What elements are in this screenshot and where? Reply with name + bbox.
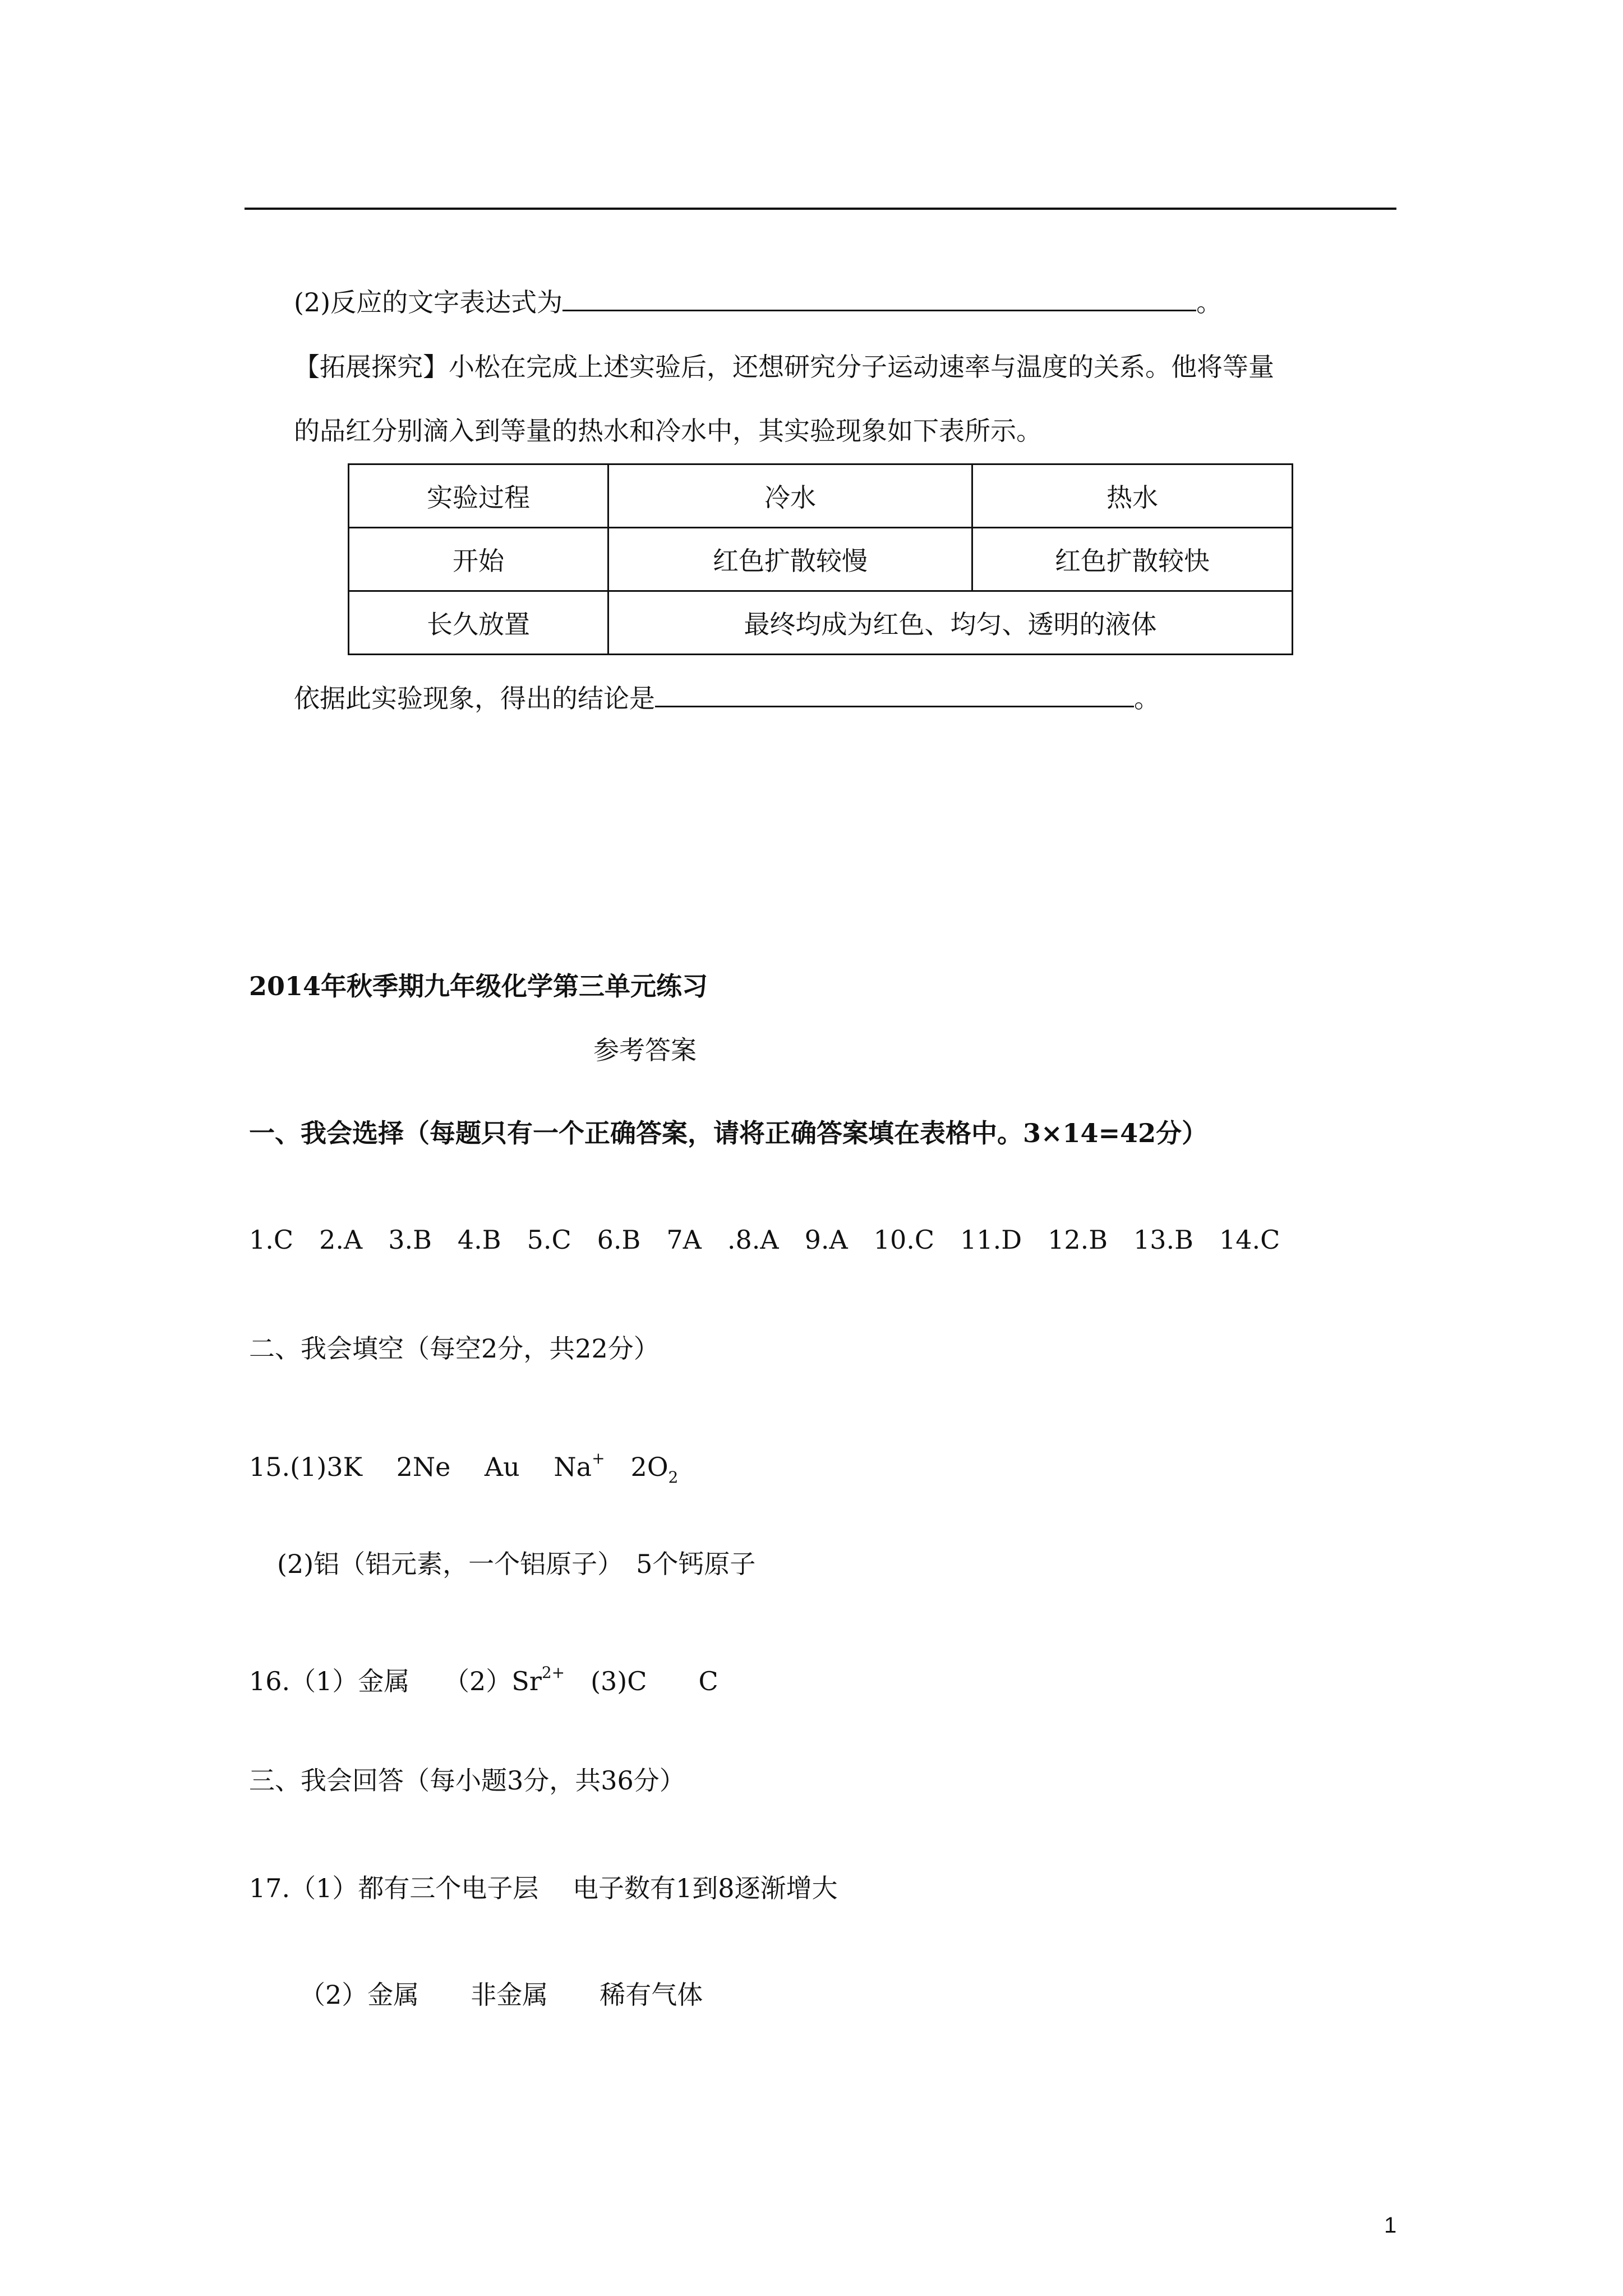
table-cell: 长久放置 <box>349 591 608 655</box>
section-1-title: 一、我会选择（每题只有一个正确答案，请将正确答案填在表格中。3×14=42分） <box>249 1118 1208 1148</box>
section-3-title: 三、我会回答（每小题3分，共36分） <box>249 1765 685 1796</box>
table-row <box>349 528 1293 591</box>
explore-line-2: 的品红分别滴入到等量的热水和冷水中，其实验现象如下表所示。 <box>294 416 1042 446</box>
explore-line-1: 【拓展探究】小松在完成上述实验后，还想研究分子运动速率与温度的关系。他将等量 <box>294 352 1274 382</box>
table-header-cell: 冷水 <box>608 464 972 528</box>
question-2-suffix: 。 <box>1196 287 1223 318</box>
q15-text: 15.(1)3K 2Ne Au Na <box>249 1452 592 1482</box>
answer-title: 2014年秋季期九年级化学第三单元练习 <box>249 971 708 1001</box>
conclusion-line <box>294 679 1160 715</box>
question-17-line-2: （2）金属 非金属 稀有气体 <box>299 1980 703 2010</box>
answer-blank[interactable] <box>562 283 1196 311</box>
q16-superscript: 2+ <box>541 1663 565 1682</box>
question-17-line-1: 17.（1）都有三个电子层 电子数有1到8逐渐增大 <box>249 1873 838 1903</box>
question-2-line <box>294 283 1222 319</box>
page-number: 1 <box>1384 2213 1397 2238</box>
section-2-title: 二、我会填空（每空2分，共22分） <box>249 1333 660 1364</box>
table-row <box>349 591 1293 655</box>
q15-superscript: + <box>592 1449 605 1467</box>
table-header-cell: 实验过程 <box>349 464 608 528</box>
table-cell: 开始 <box>349 528 608 591</box>
section-1-answers: 1.C 2.A 3.B 4.B 5.C 6.B 7A .8.A 9.A 10.C 11.D 12.B 13.B 14.C <box>249 1225 1280 1255</box>
conclusion-prefix: 依据此实验现象，得出的结论是 <box>294 683 655 714</box>
top-rule <box>245 208 1396 210</box>
question-15-line-1 <box>249 1442 678 1494</box>
conclusion-suffix: 。 <box>1134 683 1160 714</box>
q16-text-suffix: (3)C C <box>565 1666 718 1696</box>
question-15-line-2: (2)铝（铝元素，一个铝原子） 5个钙原子 <box>277 1549 756 1579</box>
table-cell: 红色扩散较快 <box>972 528 1293 591</box>
table-cell: 最终均成为红色、均匀、透明的液体 <box>608 591 1293 655</box>
experiment-table <box>348 463 1293 655</box>
q15-subscript: 2 <box>668 1468 679 1487</box>
question-2-prefix: (2)反应的文字表达式为 <box>294 287 563 318</box>
answer-subtitle: 参考答案 <box>593 1035 697 1065</box>
question-16-line <box>249 1656 718 1698</box>
table-header-row <box>349 464 1293 528</box>
q15-text-mid: 2O <box>605 1452 668 1482</box>
conclusion-blank[interactable] <box>655 679 1134 707</box>
table-cell: 红色扩散较慢 <box>608 528 972 591</box>
table-header-cell: 热水 <box>972 464 1293 528</box>
q16-text: 16.（1）金属 （2）Sr <box>249 1666 542 1696</box>
